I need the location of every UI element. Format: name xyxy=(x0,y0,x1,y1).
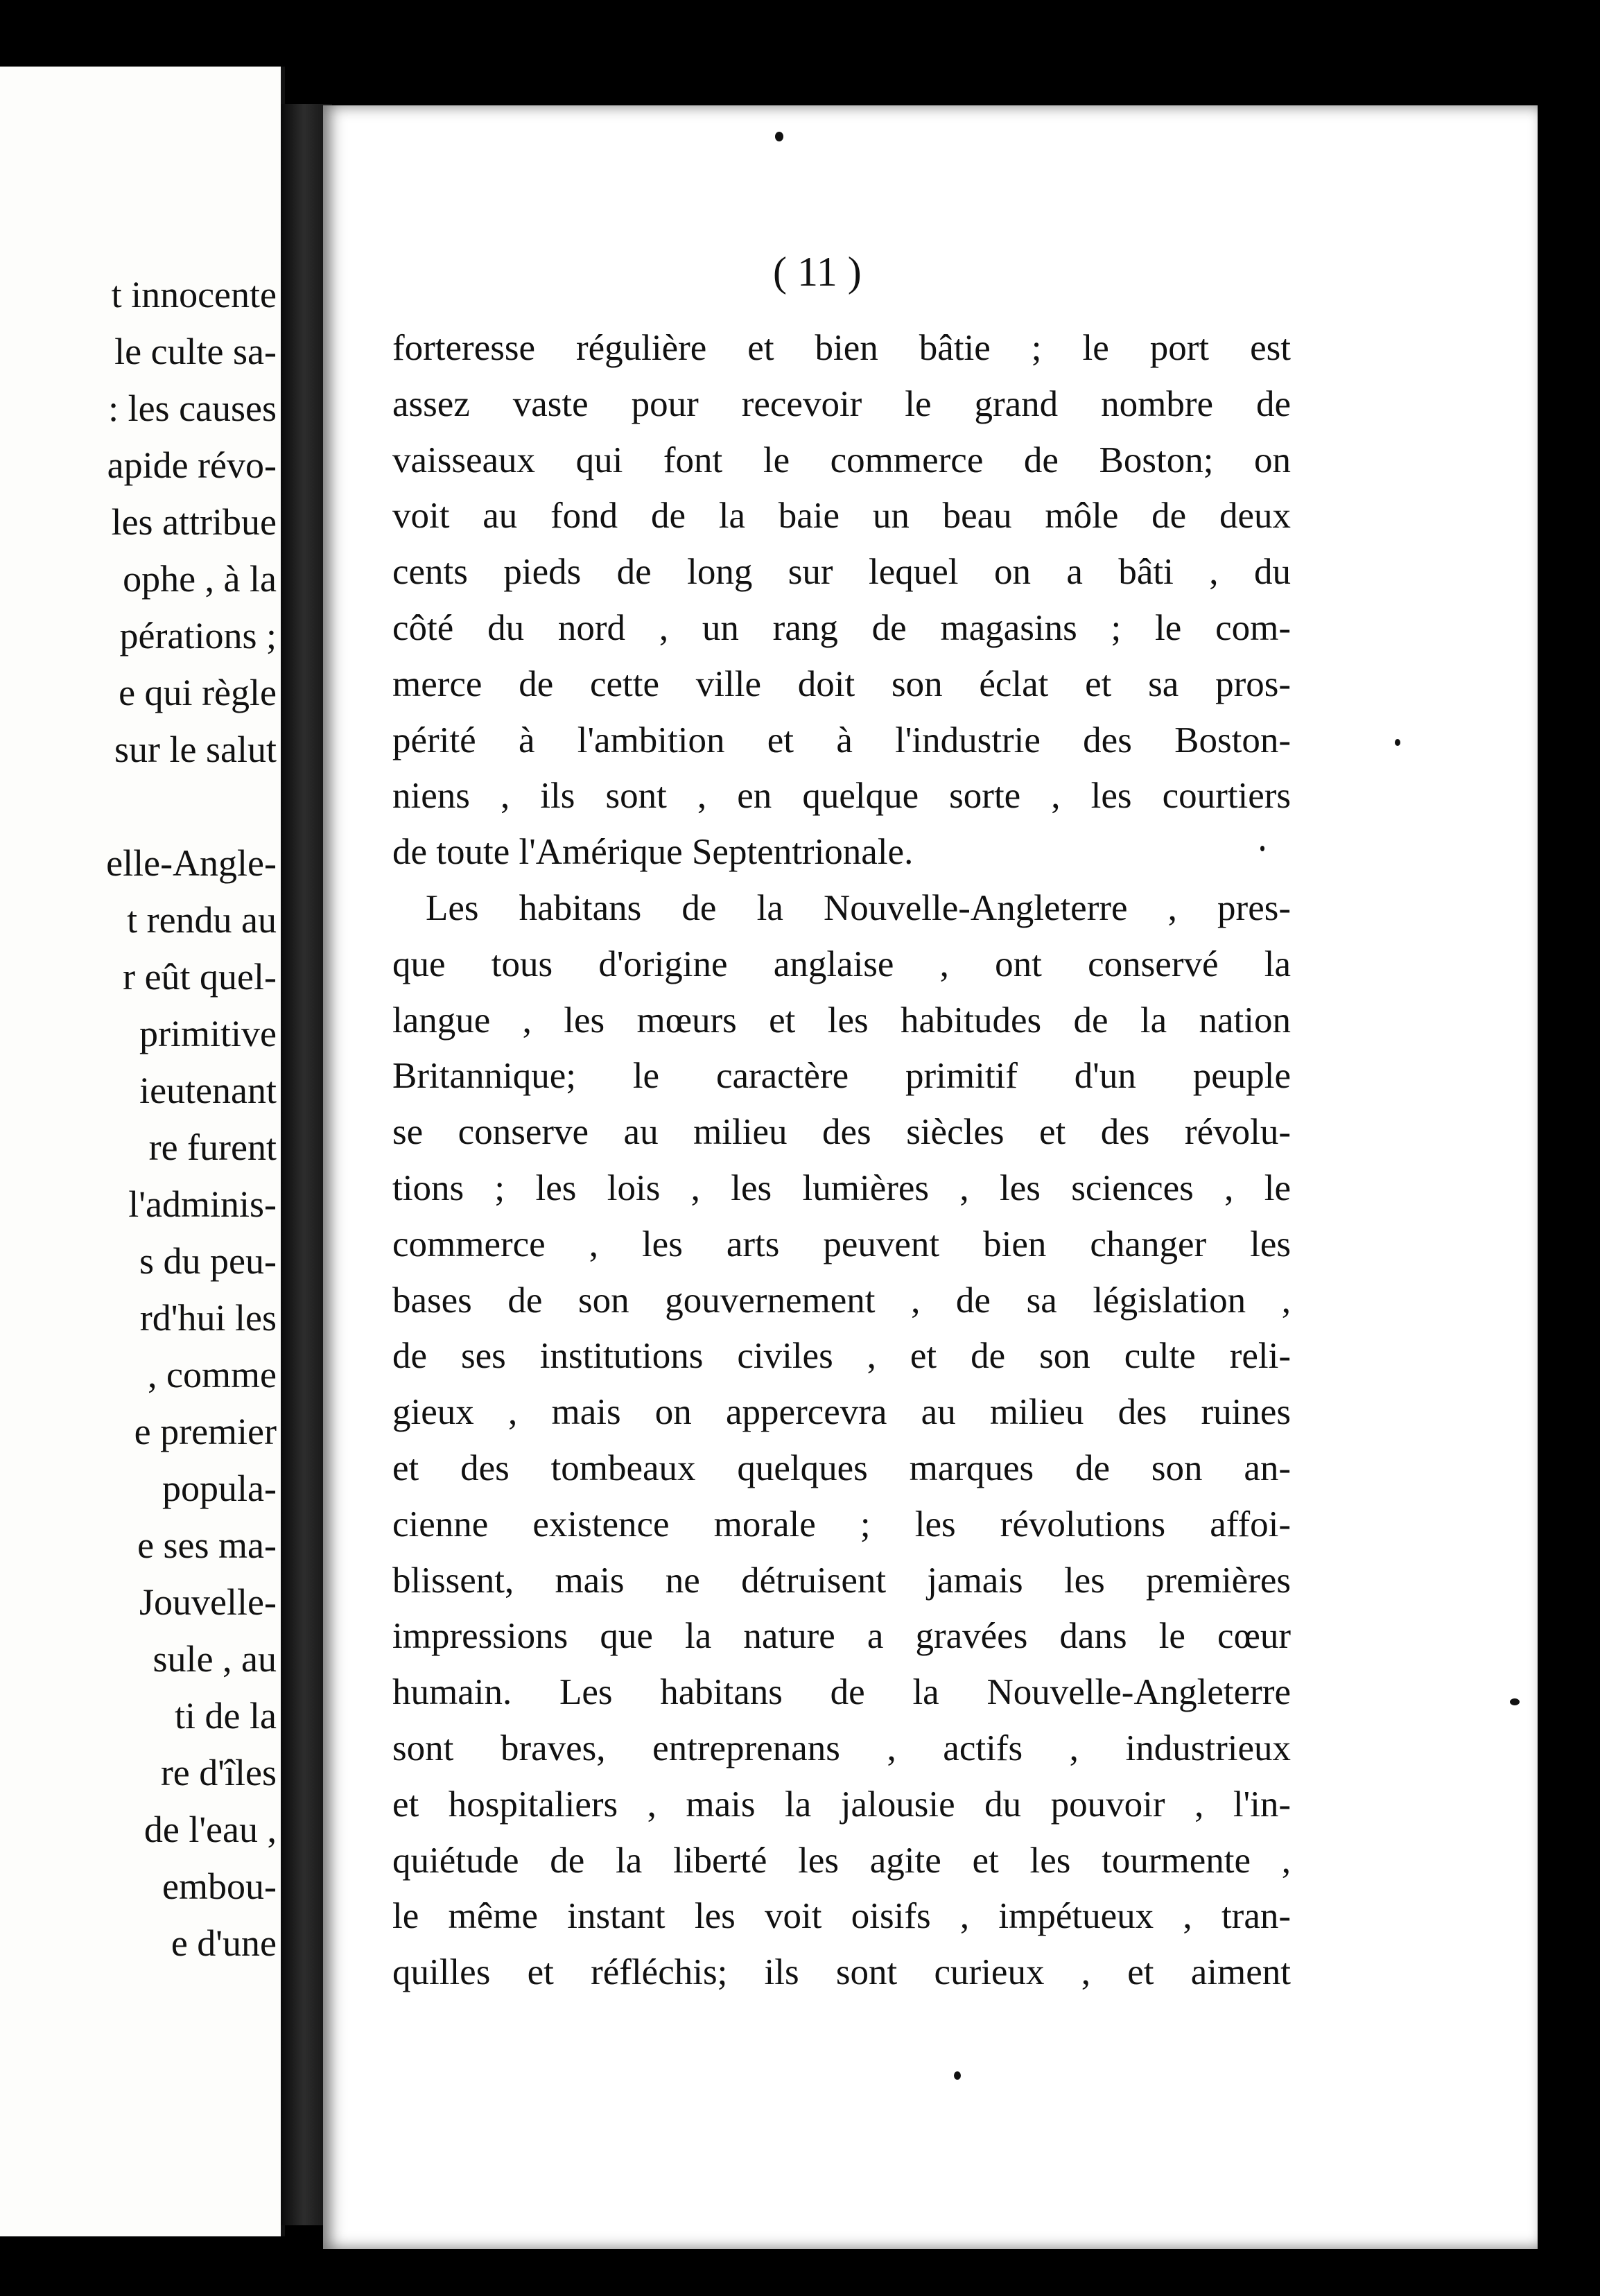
text-line: que tous d'origine anglaise , ont conservé la xyxy=(392,943,1291,984)
text-line: assez vaste pour recevoir le grand nombre de xyxy=(392,383,1291,424)
left-line: : les causes xyxy=(108,388,277,429)
text-line: commerce , les arts peuvent bien changer les xyxy=(392,1224,1291,1264)
left-line: Jouvelle- xyxy=(139,1581,277,1623)
text-line: blissent, mais ne détruisent jamais les premières xyxy=(392,1560,1291,1601)
text-line: voit au fond de la baie un beau môle de deux xyxy=(392,496,1291,537)
left-line: primitive xyxy=(139,1013,277,1054)
text-line: tions ; les lois , les lumières , les sciences , le xyxy=(392,1167,1291,1208)
text-line: vaisseaux qui font le commerce de Boston; on xyxy=(392,440,1291,480)
text-line: cents pieds de long sur lequel on a bâti , du xyxy=(392,552,1291,593)
body-text xyxy=(392,320,1291,2001)
left-line: rd'hui les xyxy=(139,1297,277,1339)
text-line: et des tombeaux quelques marques de son an- xyxy=(392,1447,1291,1488)
left-line: ophe , à la xyxy=(123,558,277,600)
left-line: r eût quel- xyxy=(123,956,277,998)
page-number: ( 11 ) xyxy=(773,249,862,295)
left-line: re d'îles xyxy=(160,1752,277,1793)
text-line: forteresse régulière et bien bâtie ; le port est xyxy=(392,328,1291,368)
text-line: gieux , mais on appercevra au milieu des ruines xyxy=(392,1392,1291,1433)
text-line: se conserve au milieu des siècles et des révolu- xyxy=(392,1112,1291,1153)
left-page-fragment xyxy=(0,67,285,2236)
text-line: niens , ils sont , en quelque sorte , les courtiers xyxy=(392,776,1291,817)
paragraph-start-line: Les habitans de la Nouvelle-Angleterre , pres- xyxy=(426,887,1291,928)
text-line: et hospitaliers , mais la jalousie du pouvoir , l'in- xyxy=(392,1784,1291,1825)
left-line: ti de la xyxy=(175,1695,277,1737)
left-line: e qui règle xyxy=(119,672,277,713)
scan-speck xyxy=(1510,1698,1520,1705)
text-line: langue , les mœurs et les habitudes de la nation xyxy=(392,1000,1291,1041)
text-line: sont braves, entreprenans , actifs , industrieux xyxy=(392,1728,1291,1768)
text-line: périté à l'ambition et à l'industrie des Boston- xyxy=(392,720,1291,760)
left-line: e premier xyxy=(134,1411,277,1452)
text-line: côté du nord , un rang de magasins ; le com- xyxy=(392,607,1291,648)
left-line: elle-Angle- xyxy=(106,842,277,884)
left-line: t rendu au xyxy=(127,899,277,941)
left-line: sur le salut xyxy=(114,729,277,770)
scan-speck xyxy=(1260,846,1264,851)
text-line: bases de son gouvernement , de sa législation , xyxy=(392,1280,1291,1321)
left-line: pérations ; xyxy=(119,615,277,656)
scan-speck xyxy=(954,2071,961,2080)
left-line: de l'eau , xyxy=(144,1809,277,1850)
left-line: t innocente xyxy=(111,274,277,315)
left-line: e ses ma- xyxy=(137,1524,277,1566)
left-line: l'adminis- xyxy=(128,1183,277,1225)
left-line: s du peu- xyxy=(139,1240,277,1282)
left-line: , comme xyxy=(148,1354,277,1395)
text-line: merce de cette ville doit son éclat et sa pros- xyxy=(392,663,1291,704)
left-line: popula- xyxy=(162,1468,277,1509)
scan-speck xyxy=(775,132,783,141)
text-line: de toute l'Amérique Septentrionale. xyxy=(392,832,914,873)
text-line: quilles et réfléchis; ils sont curieux , et aiment xyxy=(392,1952,1291,1993)
text-line: cienne existence morale ; les révolutions affoi- xyxy=(392,1504,1291,1545)
left-line: le culte sa- xyxy=(114,331,277,372)
text-line: le même instant les voit oisifs , impétueux , tran- xyxy=(392,1896,1291,1937)
text-line: de ses institutions civiles , et de son culte reli- xyxy=(392,1336,1291,1377)
scan-speck xyxy=(1395,739,1400,746)
left-line: re furent xyxy=(148,1127,277,1168)
left-line: ieutenant xyxy=(139,1070,277,1111)
left-line: sule , au xyxy=(153,1638,277,1680)
text-line: quiétude de la liberté les agite et les tourmente , xyxy=(392,1840,1291,1881)
left-line: apide révo- xyxy=(107,444,277,486)
left-line: embou- xyxy=(162,1866,277,1907)
left-line: les attribue xyxy=(111,501,277,543)
text-line: humain. Les habitans de la Nouvelle-Angleterre xyxy=(392,1672,1291,1713)
text-line: Britannique; le caractère primitif d'un peuple xyxy=(392,1056,1291,1097)
text-line: impressions que la nature a gravées dans le cœur xyxy=(392,1616,1291,1657)
left-line: e d'une xyxy=(171,1922,277,1964)
